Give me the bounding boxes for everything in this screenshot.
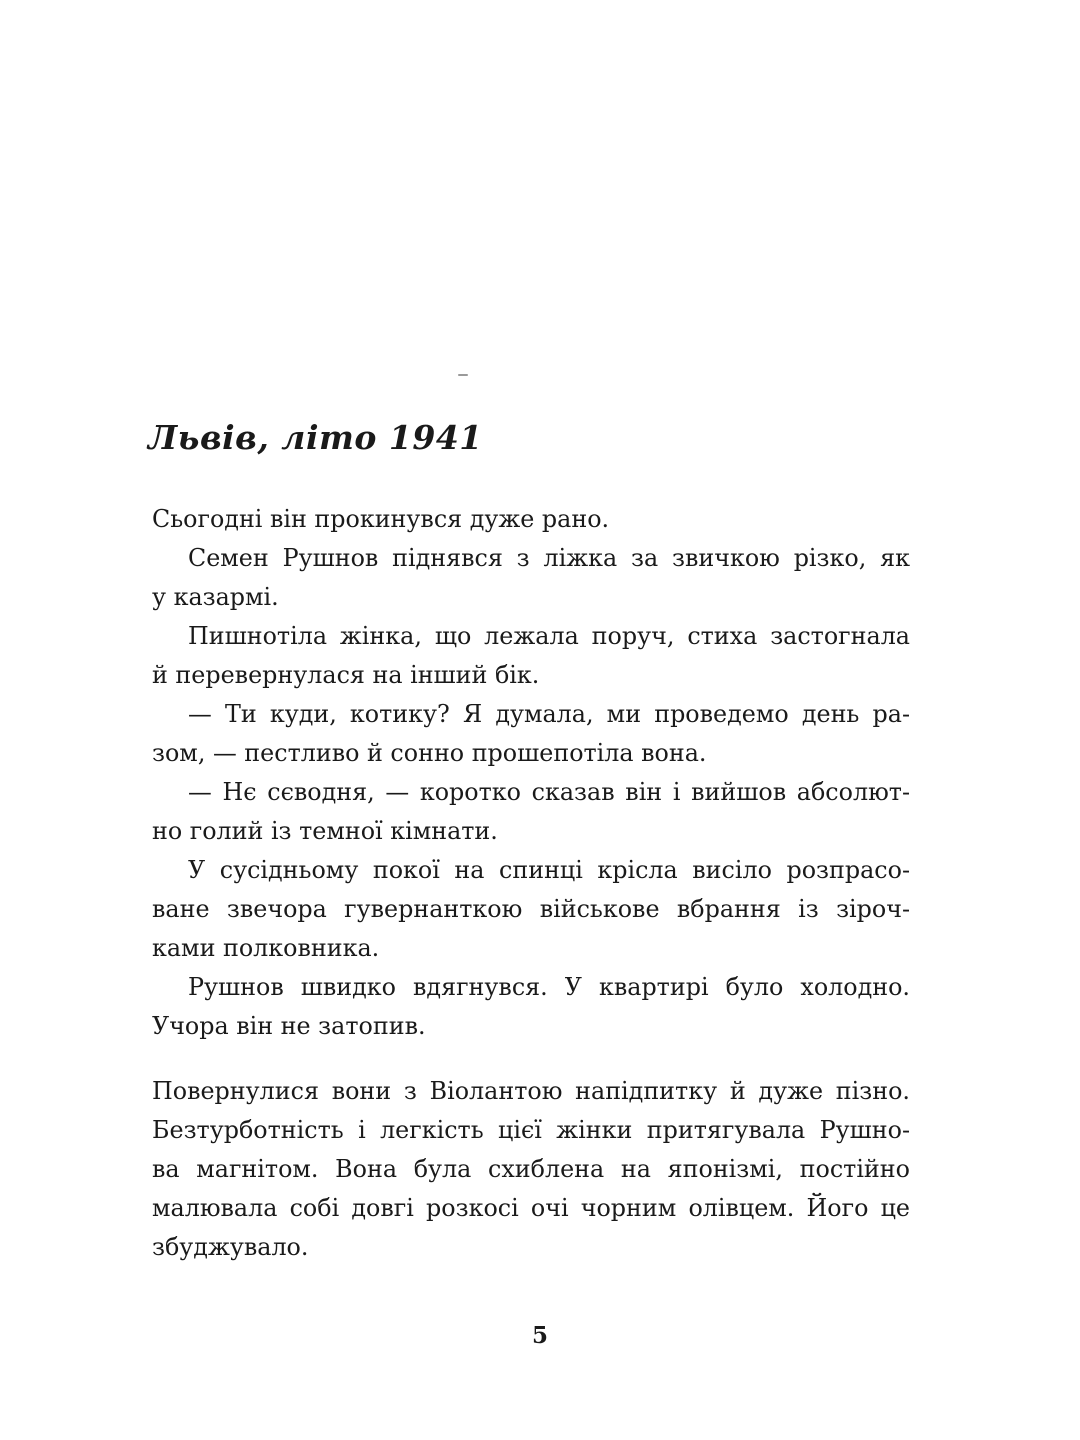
paragraph-line: — Ти куди, котику? Я думала, ми проведемо день ра- [188,700,910,728]
paragraph-line: У сусідньому покої на спинці крісла висіло розпрасо- [188,856,910,884]
paragraph [152,500,910,539]
paragraph-line: Семен Рушнов піднявся з ліжка за звичкою різко, як [188,544,910,572]
paragraph-line: но голий із темної кімнати. [152,817,498,845]
paragraph-line: — Нє сєводня, — коротко сказав він і вийшов абсолют- [188,778,910,806]
paragraph-line: Рушнов швидко вдягнувся. У квартирі було холодно. [188,973,910,1001]
paragraph-line: Учора він не затопив. [152,1012,426,1040]
paragraph-line: малювала собі довгі розкосі очі чорним олівцем. Його це [152,1194,910,1222]
chapter-heading: Львів, літо 1941 [148,418,483,457]
paragraph-line: Повернулися вони з Віолантою напідпитку й дуже пізно. [152,1077,910,1105]
paragraph [152,773,910,851]
paragraph-line: ками полковника. [152,934,380,962]
paragraph-line: Пишнотіла жінка, що лежала поруч, стиха застогнала [188,622,910,650]
paragraph-line: збуджувало. [152,1233,309,1261]
paragraph-line: у казармі. [152,583,279,611]
paragraph-line: ване звечора гувернанткою військове вбрання із зіроч- [152,895,910,923]
text-block-2 [152,1072,910,1267]
paragraph-line: ва магнітом. Вона була схиблена на японізмі, постійно [152,1155,910,1183]
page-number: 5 [531,1322,548,1349]
paragraph-line: Сьогодні він прокинувся дуже рано. [152,505,610,533]
paragraph-line: й перевернулася на інший бік. [152,661,540,689]
paragraph [152,851,910,968]
paragraph-line: зом, — пестливо й сонно прошепотіла вона. [152,739,707,767]
paragraph-line: Безтурботність і легкість цієї жінки притягувала Рушно- [152,1116,910,1144]
print-speck [458,374,468,376]
text-block-1 [152,500,910,1046]
paragraph [152,617,910,695]
paragraph [152,539,910,617]
paragraph [152,695,910,773]
paragraph [152,968,910,1046]
paragraph [152,1072,910,1267]
